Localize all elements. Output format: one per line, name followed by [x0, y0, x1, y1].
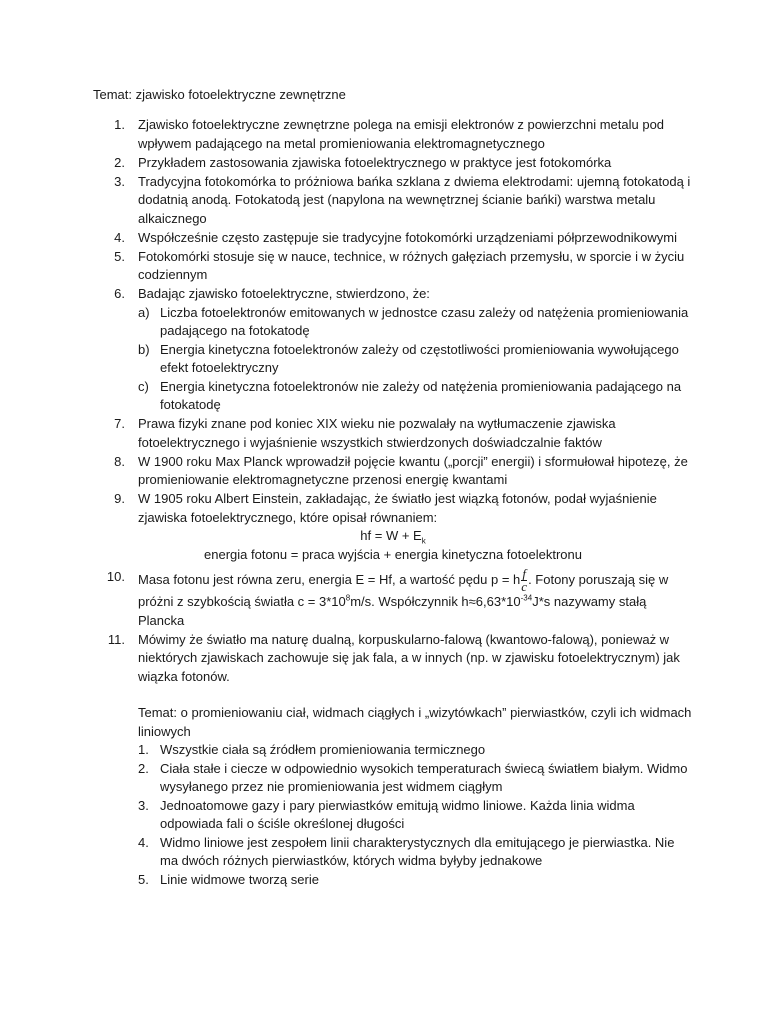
item-number: 1.: [114, 117, 125, 132]
sub-item-text: Energia kinetyczna fotoelektronów nie zależy od natężenia promieniowania padającego na fotokatodę: [160, 378, 682, 412]
equation-text: hf = W + E: [360, 528, 422, 543]
list-item: [138, 741, 693, 760]
item-text: Prawa fizyki znane pod koniec XIX wieku nie pozwalały na wytłumaczenie zjawiska fotoelektrycznego i wyjaśnienie wszystkich stwierdzonych doświadczalnie faktów: [138, 416, 616, 450]
item-text: Przykładem zastosowania zjawiska fotoelektrycznego w praktyce jest fotokomórka: [138, 154, 612, 170]
list-item: [93, 415, 693, 452]
item-number: 3.: [138, 797, 149, 813]
item-number: 10.: [106, 569, 125, 584]
equation-in-words: energia fotonu = praca wyjścia + energia kinetyczna fotoelektronu: [204, 546, 582, 562]
list-item: [93, 453, 693, 490]
item-number: 4.: [138, 834, 149, 850]
sub-item: [138, 341, 693, 378]
item-text: Fotokomórki stosuje się w nauce, technice, w różnych gałęziach przemysłu, w sporcie i w życiu codziennym: [138, 248, 685, 282]
list-item: [93, 568, 693, 630]
list-item: [93, 285, 693, 415]
exponent: -34: [520, 593, 533, 603]
sub-item-letter: c): [138, 378, 149, 394]
item-number: 2.: [138, 760, 149, 776]
item-text: W 1900 roku Max Planck wprowadził pojęcie kwantu („porcji” energii) i sformułował hipotezę, że promieniowanie elektromagnetyczne przenosi energię kwantami: [138, 453, 688, 487]
item-text: W 1905 roku Albert Einstein, zakładając, że światło jest wiązką fotonów, podał wyjaśnienie zjawiska fotoelektrycznego, które opisał równaniem:: [138, 491, 657, 525]
einstein-equation: [93, 527, 693, 546]
list-item: [93, 173, 693, 229]
list-item: [93, 490, 693, 564]
item-text: Tradycyjna fotokomórka to próżniowa bańka szklana z dwiema elektrodami: ujemną fotokatodą i dodatnią anodą. Fotokatodą jest (napylona na wewnętrznej ścianie bańki) warstwa metalu alkaicznego: [138, 173, 691, 226]
exponent: 8: [345, 593, 351, 603]
text-fragment: m/s. Współczynnik h≈6,63*10: [350, 594, 521, 609]
sub-item-text: Liczba fotoelektronów emitowanych w jednostce czasu zależy od natężenia promieniowania padającego na fotokatodę: [160, 304, 689, 338]
item-text: Badając zjawisko fotoelektryczne, stwierdzono, że:: [138, 286, 430, 301]
topic-title: Temat: zjawisko fotoelektryczne zewnętrzne: [93, 87, 346, 102]
numbered-list: [93, 116, 693, 890]
list-item: [93, 116, 693, 153]
fraction-denominator: c: [521, 579, 528, 594]
item-number: 3.: [114, 173, 125, 189]
item-text: Mówimy że światło ma naturę dualną, korpuskularno-falową (kwantowo-falową), ponieważ w niektórych zjawiskach zachowuje się jak fala, a w innych (np. w zjawisku fotoelektrycznym) jak wiązka fotonów.: [138, 631, 680, 684]
item-text: Współcześnie często zastępuje sie tradycyjne fotokomórki urządzeniami półprzewodnikowymi: [138, 229, 678, 245]
item-number: 9.: [114, 491, 125, 506]
item-number: 5.: [114, 248, 125, 264]
item-number: 11.: [107, 631, 125, 647]
list-item: [138, 797, 693, 834]
list-item: [93, 229, 693, 248]
fraction-numerator: f: [522, 566, 526, 581]
list-item: [138, 760, 693, 797]
item-text: Linie widmowe tworzą serie: [160, 871, 319, 887]
item-text: Wszystkie ciała są źródłem promieniowania termicznego: [160, 742, 486, 757]
fraction: [521, 568, 527, 593]
item-text: Widmo liniowe jest zespołem linii charakterystycznych dla emitującego je pierwiastka. Nie ma dwóch różnych pierwiastków, których widma byłyby jednakowe: [160, 834, 675, 868]
numbered-list-2: [138, 741, 693, 889]
list-item: [93, 631, 693, 890]
topic-title-2: Temat: o promieniowaniu ciał, widmach ciągłych i „wizytówkach” pierwiastków, czyli ich widmach liniowych: [138, 705, 692, 739]
sub-item-text: Energia kinetyczna fotoelektronów zależy od częstotliwości promieniowania wywołującego efekt fotoelektryczny: [160, 341, 679, 375]
text-fragment: . Fotony poruszają się w próżni z szybkością światła c = 3*10: [138, 571, 669, 609]
sub-item: [138, 304, 693, 341]
item-text: Zjawisko fotoelektryczne zewnętrzne polega na emisji elektronów z powierzchni metalu pod wpływem padającego na metal promieniowania elektromagnetycznego: [138, 117, 665, 151]
text-fragment: Masa fotonu jest równa zeru, energia E = Hf, a wartość pędu p = h: [138, 571, 521, 587]
list-item: [138, 871, 693, 890]
item-number: 7.: [114, 416, 125, 431]
item-number: 8.: [114, 453, 125, 469]
equation-subscript: k: [421, 536, 426, 546]
sub-list: [138, 304, 693, 415]
item-number: 1.: [138, 742, 149, 757]
text-fragment: J*s nazywamy stałą Plancka: [138, 594, 647, 628]
item-number: 4.: [114, 229, 125, 245]
list-item: [138, 834, 693, 871]
item-number: 6.: [114, 286, 125, 301]
item-number: 2.: [114, 154, 125, 170]
item-number: 5.: [138, 871, 149, 887]
sub-item-letter: a): [138, 304, 150, 320]
sub-item: [138, 378, 693, 415]
item-text: Jednoatomowe gazy i pary pierwiastków emitują widmo liniowe. Każda linia widma odpowiada fali o ściśle określonej długości: [160, 797, 635, 831]
item-text: [138, 566, 669, 628]
list-item: [93, 154, 693, 173]
sub-item-letter: b): [138, 341, 150, 357]
list-item: [93, 248, 693, 285]
item-text: Ciała stałe i ciecze w odpowiednio wysokich temperaturach świecą światłem białym. Widmo wysyłanego przez nie promieniowania jest widmem ciągłym: [160, 760, 688, 794]
